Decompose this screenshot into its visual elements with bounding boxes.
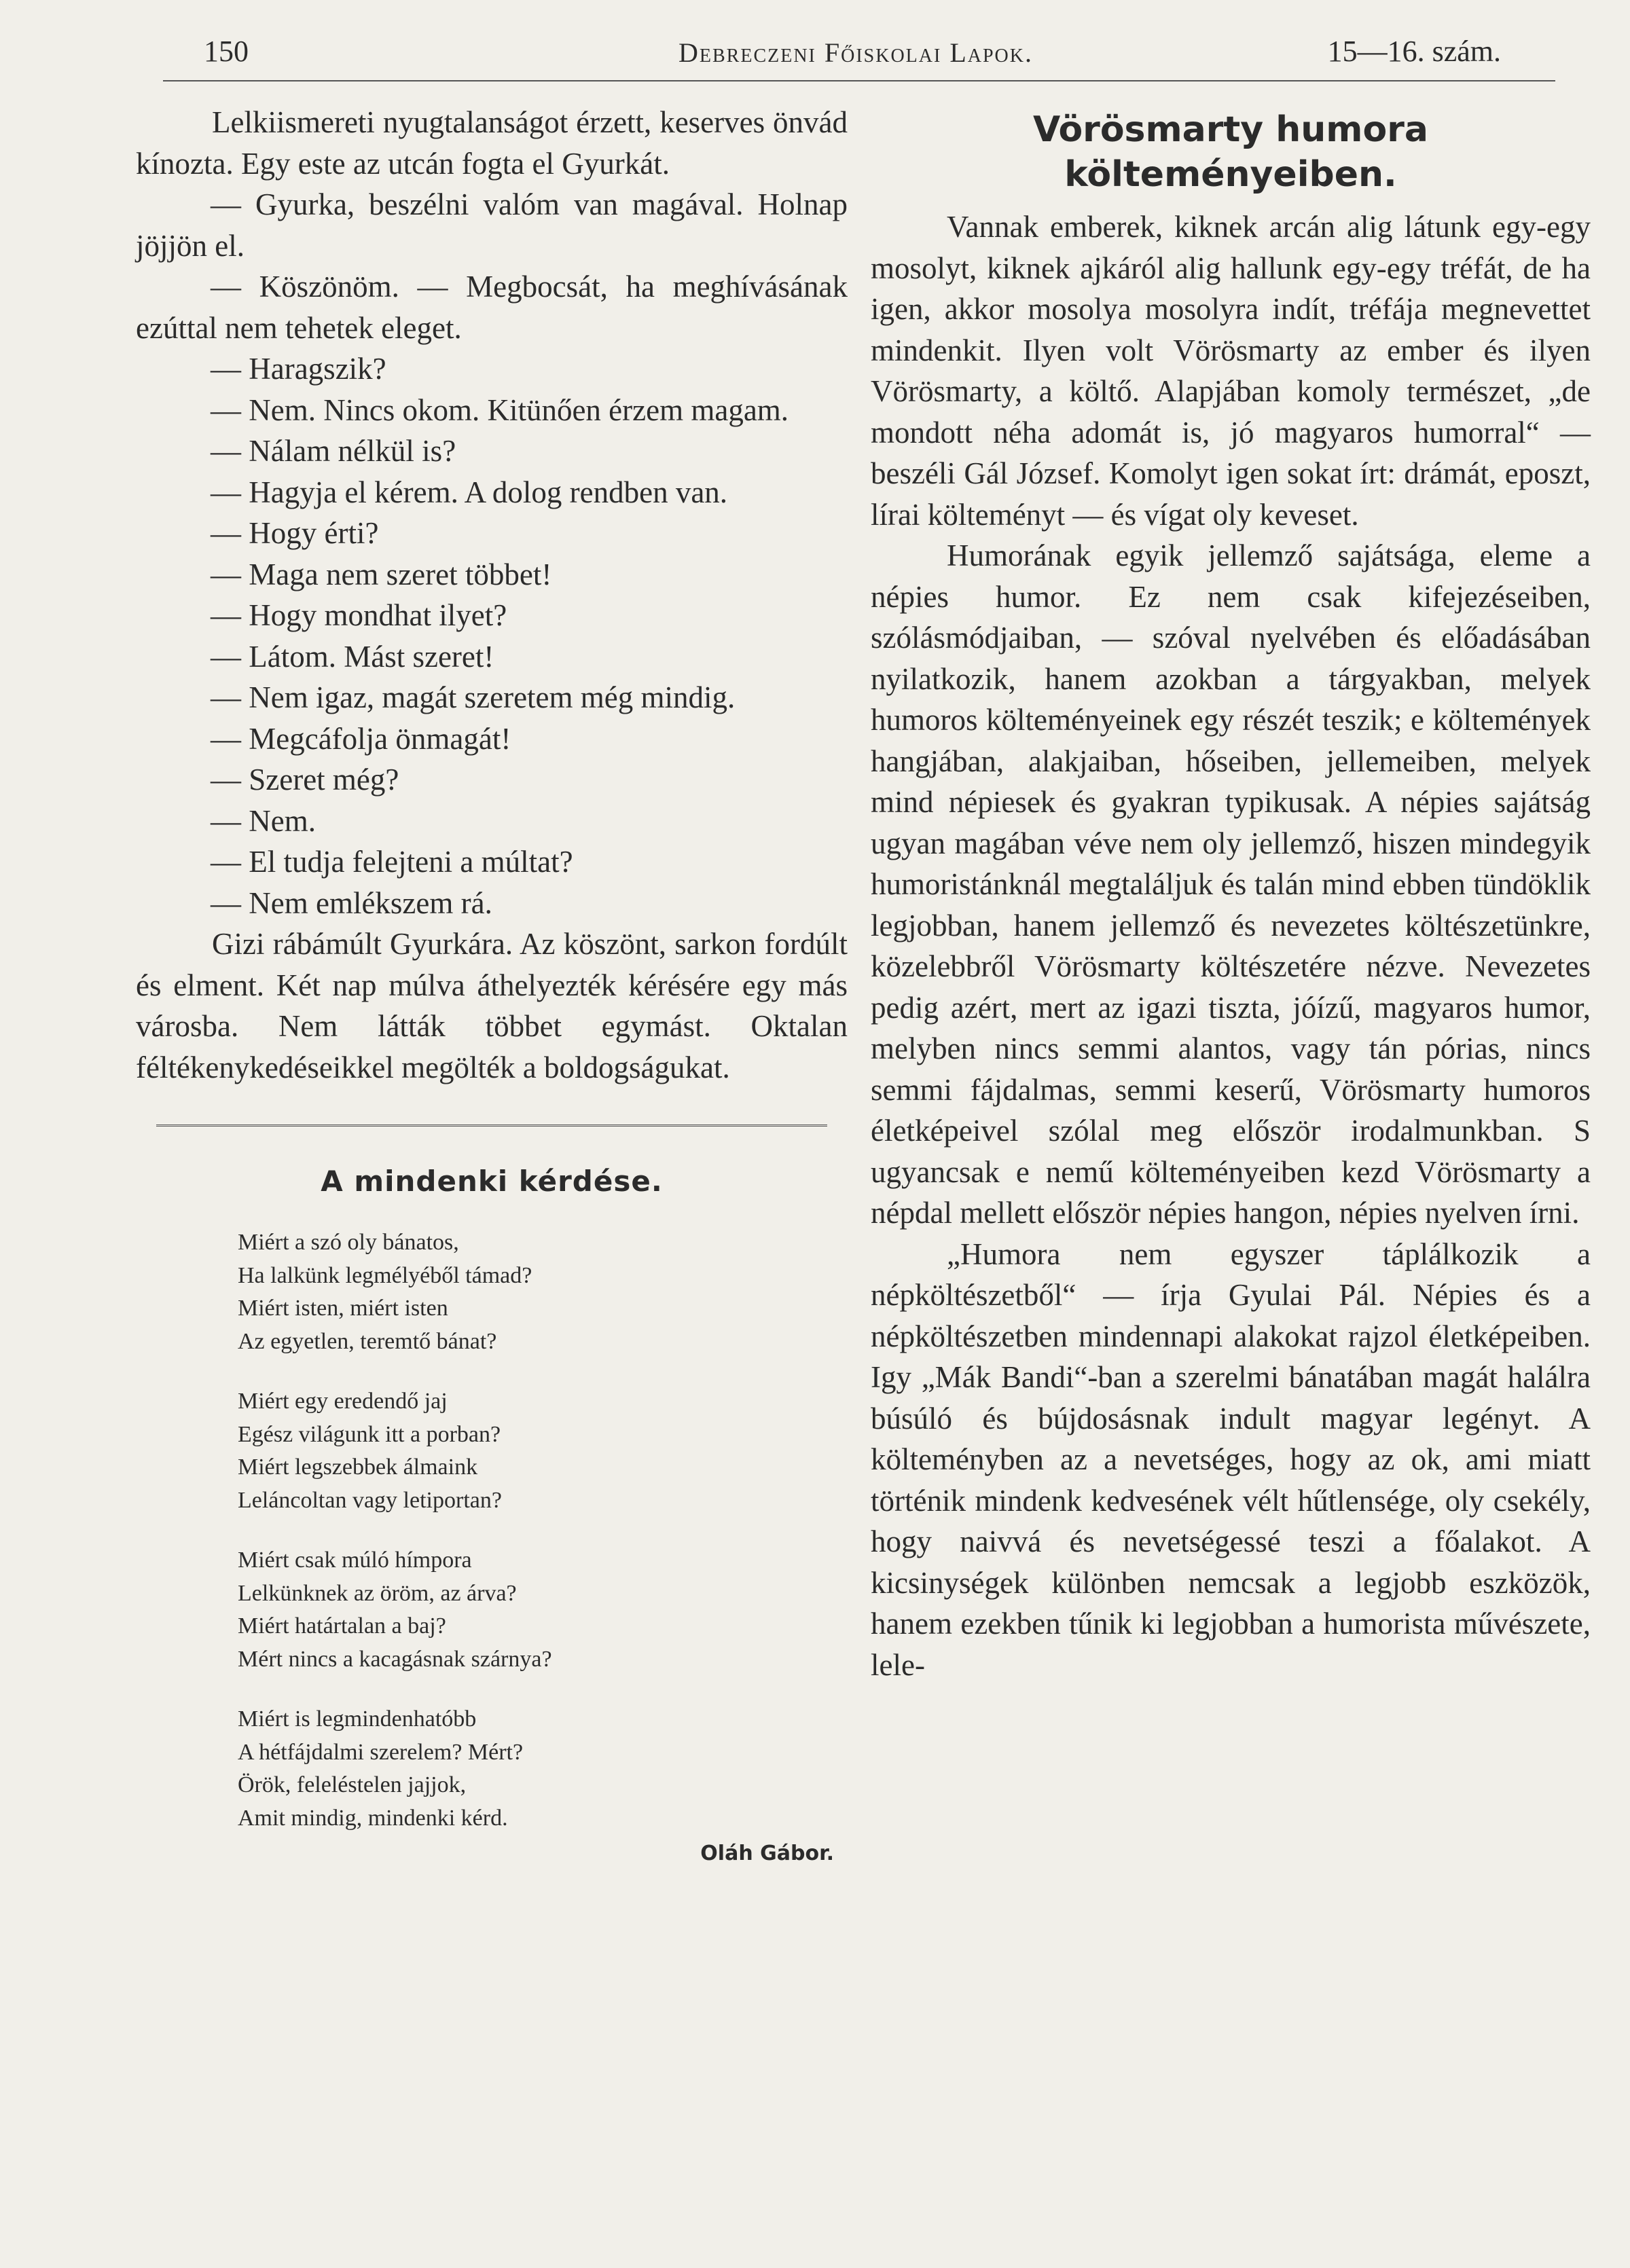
- dialog-block: [136, 184, 848, 923]
- dialog-line: — Nem emlékszem rá.: [211, 885, 492, 920]
- dialog-line: — Megcáfolja önmagát!: [211, 721, 511, 756]
- dialog-line: — Szeret még?: [211, 763, 399, 797]
- dialog-line: — Köszönöm. — Megbocsát, ha meghívásának ezúttal nem tehetek eleget.: [136, 270, 848, 345]
- closing-paragraph: Gizi rábámúlt Gyurkára. Az köszönt, sarkon fordúlt és elment. Két nap múlva áthelyezték kérésére egy más városba. Nem látták többet egymást. Oktalan féltékenykedéseikkel megölték a boldogságukat.: [136, 927, 848, 1084]
- poem-stanza: [238, 1385, 848, 1517]
- poem-line: Az egyetlen, teremtő bánat?: [238, 1328, 497, 1354]
- dialog-line: — Hagyja el kérem. A dolog rendben van.: [211, 475, 728, 509]
- journal-title: Debreczeni Főiskolai Lapok.: [678, 37, 1033, 68]
- dialog-line: — Haragszik?: [211, 352, 386, 386]
- dialog-line: — Hogy mondhat ilyet?: [211, 598, 507, 632]
- article-paragraph: Humorának egyik jellemző sajátsága, eleme a népies humor. Ez nem csak kifejezéseiben, szólásmódjaiban, — szóval nyelvében és előadásában nyilatkozik, hanem azokban a tárgyakban, melyek humoros költeményeinek egy részét teszik; e költemények hangjában, alakjaiban, hőseiben, jellemeiben, melyek mind népiesek és gyakran typikusak. A népies sajátság ugyan magában véve nem oly jellemző, hiszen mindegyik humoristánknál megtaláljuk és talán mind ebben tündöklik legjobban, hanem jellemző és nevezetes költészetünkre, közelebbről Vörösmarty költészetére nézve. Nevezetes pedig azért, mert az igazi tiszta, jóízű, magyaros humor, melyben nincs semmi alantos, vagy tán pórias, nincs semmi fájdalmas, semmi keserű, Vörösmarty humoros életképeivel szólal meg először irodalmunkban. S ugyancsak e nemű költeményeiben kezd Vörösmarty a népdal mellett először népies hangon, népies nyelven írni.: [871, 538, 1591, 1230]
- header-rule: [163, 80, 1555, 81]
- poem-stanza: [238, 1703, 848, 1835]
- issue-number: 15—16. szám.: [1327, 35, 1501, 68]
- poem-line: Örök, feleléstelen jajjok,: [238, 1772, 467, 1797]
- poem-title: A mindenki kérdése.: [321, 1165, 663, 1198]
- poem: [238, 1226, 848, 1835]
- poem-line: Amit mindig, mindenki kérd.: [238, 1805, 508, 1831]
- story-paragraph: Lelkiismereti nyugtalanságot érzett, keserves önvád kínozta. Egy este az utcán fogta el Gyurkát.: [136, 105, 848, 181]
- poem-line: Miért legszebbek álmaink: [238, 1455, 478, 1480]
- article-paragraph: Vannak emberek, kiknek arcán alig látunk egy-egy mosolyt, kiknek ajkáról alig hallunk egy-egy tréfát, de ha igen, akkor mosolya mosolyra indít, tréfája megnevettet mindenkit. Ilyen volt Vörösmarty az ember és ilyen Vörösmarty, a költő. Alapjában komoly természet, „de mondott néha adomát is, jó magyaros humorral“ — beszéli Gál József. Komolyt igen sokat írt: drámát, eposzt, lírai költeményt — és vígat oly keveset.: [871, 210, 1591, 532]
- poem-line: Miért határtalan a baj?: [238, 1613, 446, 1639]
- dialog-line: — Nem igaz, magát szeretem még mindig.: [211, 680, 736, 714]
- poem-line: Miért is legmindenhatóbb: [238, 1706, 477, 1732]
- poem-line: Egész világunk itt a porban?: [238, 1421, 501, 1447]
- dialog-line: — Látom. Mást szeret!: [211, 639, 494, 674]
- left-column: [136, 102, 848, 1865]
- dialog-line: — Gyurka, beszélni valóm van magával. Holnap jöjjön el.: [136, 187, 848, 263]
- dialog-line: — Nem.: [211, 803, 316, 838]
- dialog-line: — Nem. Nincs okom. Kitünően érzem magam.: [211, 392, 789, 427]
- poem-line: Miért isten, miért isten: [238, 1296, 448, 1321]
- poem-line: Lelkünknek az öröm, az árva?: [238, 1580, 517, 1606]
- dialog-line: — Hogy érti?: [211, 516, 379, 550]
- dialog-line: — Maga nem szeret többet!: [211, 557, 552, 591]
- dialog-line: — El tudja felejteni a múltat?: [211, 845, 573, 879]
- poem-stanza: [238, 1226, 848, 1358]
- poem-line: Miért egy eredendő jaj: [238, 1389, 448, 1414]
- dialog-line: — Nálam nélkül is?: [211, 434, 456, 468]
- running-head: [149, 34, 1562, 81]
- poem-stanza: [238, 1544, 848, 1676]
- poem-line: Miért a szó oly bánatos,: [238, 1230, 459, 1255]
- section-divider: [156, 1124, 827, 1129]
- poem-author: Oláh Gábor.: [700, 1842, 834, 1865]
- page-number: 150: [204, 35, 249, 68]
- poem-line: Ha lalkünk legmélyéből támad?: [238, 1262, 532, 1288]
- article-paragraph: „Humora nem egyszer táplálkozik a népköltészetből“ — írja Gyulai Pál. Népies és a népköltészetben mindennapi alakokat rajzol életképeiben. Igy „Mák Bandi“-ban a szerelmi bánatában magát halálra búsúló és bújdosásnak indult magyar legényt. A költeményben az a nevetséges, hogy az ok, ami miatt történik mindenk kedvesének vélt hűtlensége, oly csekély, hogy naivvá és nevetségessé teszi a főalakot. A kicsinységek különben nemcsak a legjobb eszközök, hanem ezekben tűnik ki legjobban a humorista művészete, lele-: [871, 1237, 1591, 1682]
- poem-line: Leláncoltan vagy letiportan?: [238, 1487, 502, 1513]
- poem-line: Mért nincs a kacagásnak szárnya?: [238, 1646, 552, 1672]
- poem-line: Miért csak múló hímpora: [238, 1548, 472, 1573]
- article-title: Vörösmarty humora költeményeiben.: [1033, 109, 1428, 195]
- poem-line: A hétfájdalmi szerelem? Mért?: [238, 1739, 524, 1765]
- right-column: [871, 102, 1591, 1685]
